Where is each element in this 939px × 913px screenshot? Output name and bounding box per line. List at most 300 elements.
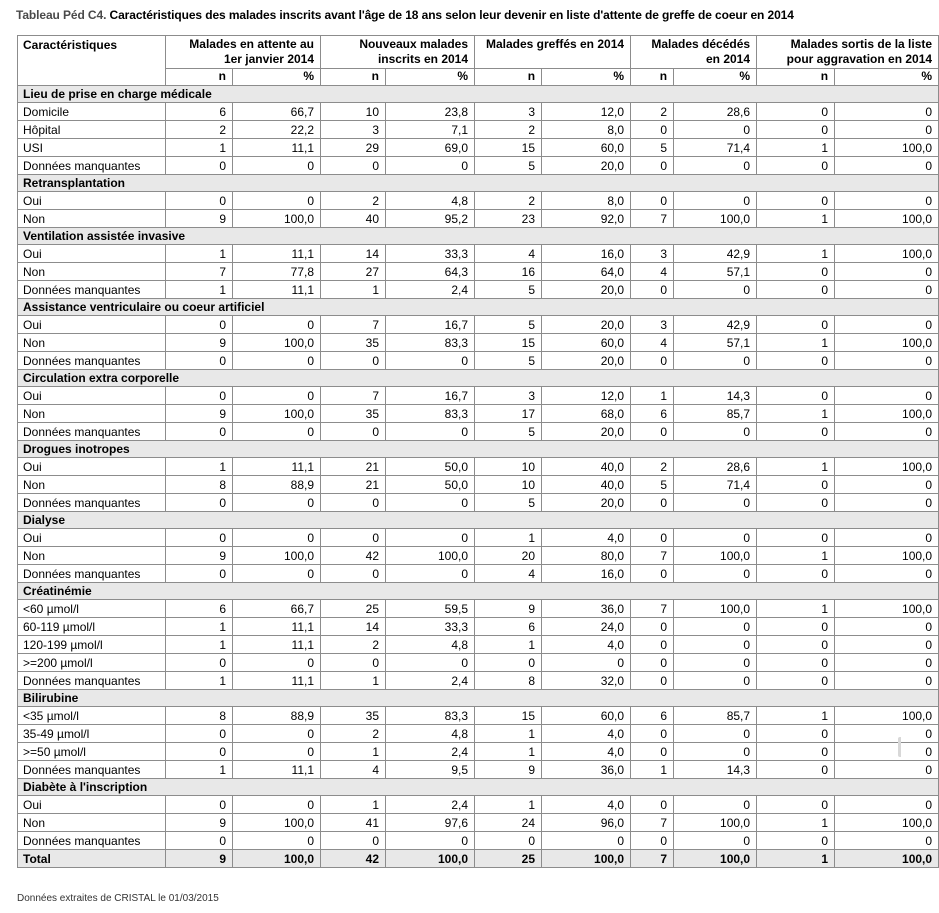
percent-cell: 16,0 [542,245,631,263]
percent-cell: 20,0 [542,352,631,370]
percent-cell: 0 [835,281,939,299]
percent-cell: 96,0 [542,814,631,832]
section-row [18,175,939,192]
count-cell: 14 [321,245,386,263]
percent-cell: 4,8 [386,192,475,210]
percent-cell: 100,0 [835,245,939,263]
percent-cell: 4,0 [542,725,631,743]
percent-cell: 60,0 [542,334,631,352]
pct-header: % [233,69,321,86]
percent-cell: 60,0 [542,707,631,725]
percent-cell: 0 [835,423,939,441]
count-cell: 0 [166,832,233,850]
table-row [18,565,939,583]
row-label: Oui [18,796,166,814]
row-label: Oui [18,387,166,405]
count-cell: 7 [631,210,674,228]
count-cell: 9 [166,405,233,423]
group-header-removed: Malades sortis de la liste pour aggravation en 2014 [757,36,939,69]
row-label: Oui [18,192,166,210]
characteristics-table [17,35,939,868]
percent-cell: 4,8 [386,636,475,654]
percent-cell: 88,9 [233,476,321,494]
count-cell: 0 [757,672,835,690]
count-cell: 1 [166,672,233,690]
count-cell: 0 [757,618,835,636]
count-cell: 5 [475,281,542,299]
count-cell: 0 [757,121,835,139]
total-percent-cell: 100,0 [542,850,631,868]
table-row [18,654,939,672]
percent-cell: 83,3 [386,707,475,725]
row-label: USI [18,139,166,157]
percent-cell: 100,0 [674,210,757,228]
table-body [18,86,939,868]
n-header: n [166,69,233,86]
percent-cell: 100,0 [835,334,939,352]
count-cell: 15 [475,707,542,725]
table-title [16,8,896,22]
table-row [18,600,939,618]
percent-cell: 100,0 [386,547,475,565]
percent-cell: 28,6 [674,458,757,476]
percent-cell: 0 [386,423,475,441]
percent-cell: 100,0 [835,210,939,228]
count-cell: 1 [757,600,835,618]
row-label: Données manquantes [18,423,166,441]
percent-cell: 11,1 [233,636,321,654]
count-cell: 29 [321,139,386,157]
percent-cell: 0 [386,529,475,547]
percent-cell: 68,0 [542,405,631,423]
table-row [18,263,939,281]
count-cell: 1 [166,458,233,476]
percent-cell: 100,0 [233,334,321,352]
count-cell: 0 [757,157,835,175]
percent-cell: 36,0 [542,761,631,779]
percent-cell: 0 [835,672,939,690]
count-cell: 0 [166,423,233,441]
group-header-grafted: Malades greffés en 2014 [475,36,631,69]
count-cell: 8 [475,672,542,690]
count-cell: 0 [321,352,386,370]
count-cell: 5 [475,423,542,441]
count-cell: 20 [475,547,542,565]
count-cell: 7 [321,316,386,334]
count-cell: 0 [757,281,835,299]
characteristics-header: Caractéristiques [18,36,166,86]
count-cell: 15 [475,139,542,157]
row-label: Données manquantes [18,157,166,175]
section-title: Dialyse [18,512,939,529]
table-row [18,157,939,175]
percent-cell: 0 [674,725,757,743]
percent-cell: 0 [386,832,475,850]
scroll-edge-handle[interactable] [898,737,901,757]
pct-header: % [542,69,631,86]
percent-cell: 2,4 [386,796,475,814]
percent-cell: 0 [674,423,757,441]
percent-cell: 42,9 [674,245,757,263]
percent-cell: 0 [233,316,321,334]
count-cell: 0 [757,796,835,814]
count-cell: 0 [631,423,674,441]
group-header-waiting: Malades en attente au 1er janvier 2014 [166,36,321,69]
percent-cell: 0 [674,743,757,761]
percent-cell: 11,1 [233,672,321,690]
percent-cell: 0 [233,387,321,405]
count-cell: 21 [321,476,386,494]
percent-cell: 50,0 [386,458,475,476]
count-cell: 0 [631,121,674,139]
percent-cell: 100,0 [233,210,321,228]
count-cell: 0 [757,725,835,743]
percent-cell: 9,5 [386,761,475,779]
percent-cell: 22,2 [233,121,321,139]
table-header [18,36,939,86]
table-row [18,832,939,850]
count-cell: 14 [321,618,386,636]
percent-cell: 0 [674,618,757,636]
percent-cell: 0 [542,654,631,672]
count-cell: 0 [757,832,835,850]
percent-cell: 16,7 [386,387,475,405]
count-cell: 1 [757,814,835,832]
count-cell: 1 [475,743,542,761]
percent-cell: 0 [835,636,939,654]
count-cell: 0 [166,529,233,547]
count-cell: 0 [757,316,835,334]
percent-cell: 11,1 [233,458,321,476]
count-cell: 0 [166,352,233,370]
table-row [18,707,939,725]
percent-cell: 100,0 [835,707,939,725]
source-footnote: Données extraites de CRISTAL le 01/03/2015 [17,893,219,904]
count-cell: 0 [757,423,835,441]
count-cell: 4 [475,565,542,583]
percent-cell: 83,3 [386,334,475,352]
table-row [18,618,939,636]
percent-cell: 28,6 [674,103,757,121]
percent-cell: 0 [386,565,475,583]
table-row [18,672,939,690]
percent-cell: 0 [674,565,757,583]
count-cell: 35 [321,405,386,423]
percent-cell: 0 [835,725,939,743]
count-cell: 10 [475,458,542,476]
section-row [18,299,939,316]
row-label: Oui [18,245,166,263]
table-row [18,281,939,299]
row-label: Données manquantes [18,281,166,299]
count-cell: 0 [631,192,674,210]
total-percent-cell: 100,0 [233,850,321,868]
percent-cell: 64,0 [542,263,631,281]
count-cell: 7 [321,387,386,405]
count-cell: 0 [757,761,835,779]
table-row [18,761,939,779]
count-cell: 10 [321,103,386,121]
count-cell: 0 [321,832,386,850]
count-cell: 6 [475,618,542,636]
percent-cell: 40,0 [542,458,631,476]
table-row [18,334,939,352]
pct-header: % [386,69,475,86]
count-cell: 24 [475,814,542,832]
row-label: Non [18,814,166,832]
count-cell: 0 [631,743,674,761]
percent-cell: 0 [233,494,321,512]
percent-cell: 4,0 [542,743,631,761]
percent-cell: 11,1 [233,761,321,779]
count-cell: 27 [321,263,386,281]
count-cell: 1 [757,139,835,157]
section-row [18,583,939,600]
count-cell: 7 [631,814,674,832]
table-row [18,814,939,832]
table-number: Tableau Péd C4. [16,8,107,22]
percent-cell: 0 [233,743,321,761]
count-cell: 1 [757,707,835,725]
count-cell: 0 [166,387,233,405]
row-label: Non [18,405,166,423]
count-cell: 9 [166,210,233,228]
count-cell: 1 [321,672,386,690]
count-cell: 0 [166,743,233,761]
row-label: Non [18,263,166,281]
count-cell: 0 [757,636,835,654]
count-cell: 2 [475,192,542,210]
table-row [18,352,939,370]
count-cell: 0 [757,263,835,281]
count-cell: 0 [757,352,835,370]
percent-cell: 0 [835,121,939,139]
count-cell: 6 [166,600,233,618]
count-cell: 42 [321,547,386,565]
percent-cell: 14,3 [674,387,757,405]
percent-cell: 0 [674,352,757,370]
count-cell: 7 [166,263,233,281]
count-cell: 0 [631,565,674,583]
table-row [18,405,939,423]
percent-cell: 92,0 [542,210,631,228]
count-cell: 0 [631,529,674,547]
row-label: Domicile [18,103,166,121]
row-label: 35-49 µmol/l [18,725,166,743]
percent-cell: 20,0 [542,494,631,512]
count-cell: 16 [475,263,542,281]
percent-cell: 0 [674,192,757,210]
percent-cell: 42,9 [674,316,757,334]
count-cell: 25 [321,600,386,618]
row-label: Données manquantes [18,672,166,690]
count-cell: 1 [166,761,233,779]
section-row [18,441,939,458]
row-label: >=200 µmol/l [18,654,166,672]
count-cell: 0 [631,636,674,654]
count-cell: 5 [475,352,542,370]
count-cell: 0 [166,494,233,512]
percent-cell: 85,7 [674,405,757,423]
percent-cell: 12,0 [542,387,631,405]
percent-cell: 33,3 [386,618,475,636]
count-cell: 1 [631,387,674,405]
percent-cell: 0 [835,796,939,814]
count-cell: 0 [166,316,233,334]
percent-cell: 100,0 [835,139,939,157]
percent-cell: 95,2 [386,210,475,228]
count-cell: 40 [321,210,386,228]
table-row [18,192,939,210]
percent-cell: 0 [542,832,631,850]
percent-cell: 4,0 [542,796,631,814]
table-row [18,139,939,157]
percent-cell: 64,3 [386,263,475,281]
count-cell: 0 [166,157,233,175]
percent-cell: 0 [835,761,939,779]
count-cell: 0 [631,352,674,370]
percent-cell: 20,0 [542,316,631,334]
count-cell: 2 [166,121,233,139]
percent-cell: 11,1 [233,139,321,157]
row-label: Hôpital [18,121,166,139]
section-title: Créatinémie [18,583,939,600]
count-cell: 0 [321,565,386,583]
n-header: n [631,69,674,86]
count-cell: 0 [631,725,674,743]
pct-header: % [674,69,757,86]
percent-cell: 0 [674,281,757,299]
total-count-cell: 42 [321,850,386,868]
percent-cell: 0 [674,636,757,654]
count-cell: 0 [631,494,674,512]
count-cell: 0 [321,157,386,175]
count-cell: 17 [475,405,542,423]
percent-cell: 0 [674,529,757,547]
section-row [18,228,939,245]
row-label: Non [18,210,166,228]
count-cell: 0 [631,618,674,636]
percent-cell: 88,9 [233,707,321,725]
count-cell: 5 [631,139,674,157]
percent-cell: 60,0 [542,139,631,157]
n-header: n [475,69,542,86]
percent-cell: 2,4 [386,743,475,761]
section-row [18,370,939,387]
count-cell: 1 [166,245,233,263]
percent-cell: 0 [835,743,939,761]
count-cell: 21 [321,458,386,476]
count-cell: 0 [757,192,835,210]
percent-cell: 0 [835,565,939,583]
count-cell: 0 [166,796,233,814]
count-cell: 9 [166,814,233,832]
percent-cell: 11,1 [233,618,321,636]
count-cell: 5 [475,316,542,334]
percent-cell: 0 [835,192,939,210]
table-row [18,423,939,441]
percent-cell: 20,0 [542,423,631,441]
count-cell: 0 [757,654,835,672]
count-cell: 3 [475,103,542,121]
percent-cell: 0 [674,121,757,139]
count-cell: 6 [631,405,674,423]
section-title: Drogues inotropes [18,441,939,458]
count-cell: 1 [475,725,542,743]
count-cell: 0 [475,654,542,672]
section-title: Retransplantation [18,175,939,192]
percent-cell: 71,4 [674,139,757,157]
table-row [18,743,939,761]
row-label: Oui [18,458,166,476]
percent-cell: 0 [835,529,939,547]
table-row [18,636,939,654]
total-percent-cell: 100,0 [386,850,475,868]
count-cell: 1 [321,796,386,814]
percent-cell: 12,0 [542,103,631,121]
count-cell: 0 [475,832,542,850]
count-cell: 9 [475,761,542,779]
percent-cell: 0 [233,192,321,210]
count-cell: 3 [475,387,542,405]
table-row [18,725,939,743]
row-label: Non [18,334,166,352]
row-label: Données manquantes [18,565,166,583]
percent-cell: 4,8 [386,725,475,743]
count-cell: 1 [166,618,233,636]
percent-cell: 0 [835,316,939,334]
count-cell: 2 [475,121,542,139]
percent-cell: 0 [386,494,475,512]
count-cell: 35 [321,334,386,352]
percent-cell: 0 [674,654,757,672]
percent-cell: 0 [233,654,321,672]
percent-cell: 57,1 [674,263,757,281]
percent-cell: 0 [233,423,321,441]
total-percent-cell: 100,0 [674,850,757,868]
group-header-deceased: Malades décédés en 2014 [631,36,757,69]
count-cell: 1 [475,796,542,814]
count-cell: 1 [166,636,233,654]
row-label: Données manquantes [18,761,166,779]
row-label: Non [18,547,166,565]
percent-cell: 66,7 [233,103,321,121]
table-row [18,796,939,814]
section-row [18,690,939,707]
percent-cell: 0 [233,529,321,547]
percent-cell: 100,0 [835,814,939,832]
percent-cell: 100,0 [233,814,321,832]
section-title: Bilirubine [18,690,939,707]
count-cell: 41 [321,814,386,832]
header-group-row [18,36,939,69]
percent-cell: 20,0 [542,157,631,175]
percent-cell: 8,0 [542,121,631,139]
table-row [18,210,939,228]
count-cell: 23 [475,210,542,228]
percent-cell: 2,4 [386,672,475,690]
count-cell: 2 [631,103,674,121]
count-cell: 7 [631,600,674,618]
percent-cell: 4,0 [542,636,631,654]
group-header-new: Nouveaux malades inscrits en 2014 [321,36,475,69]
table-row [18,103,939,121]
count-cell: 9 [475,600,542,618]
row-label: Oui [18,529,166,547]
percent-cell: 0 [233,796,321,814]
table-row [18,121,939,139]
percent-cell: 100,0 [674,547,757,565]
